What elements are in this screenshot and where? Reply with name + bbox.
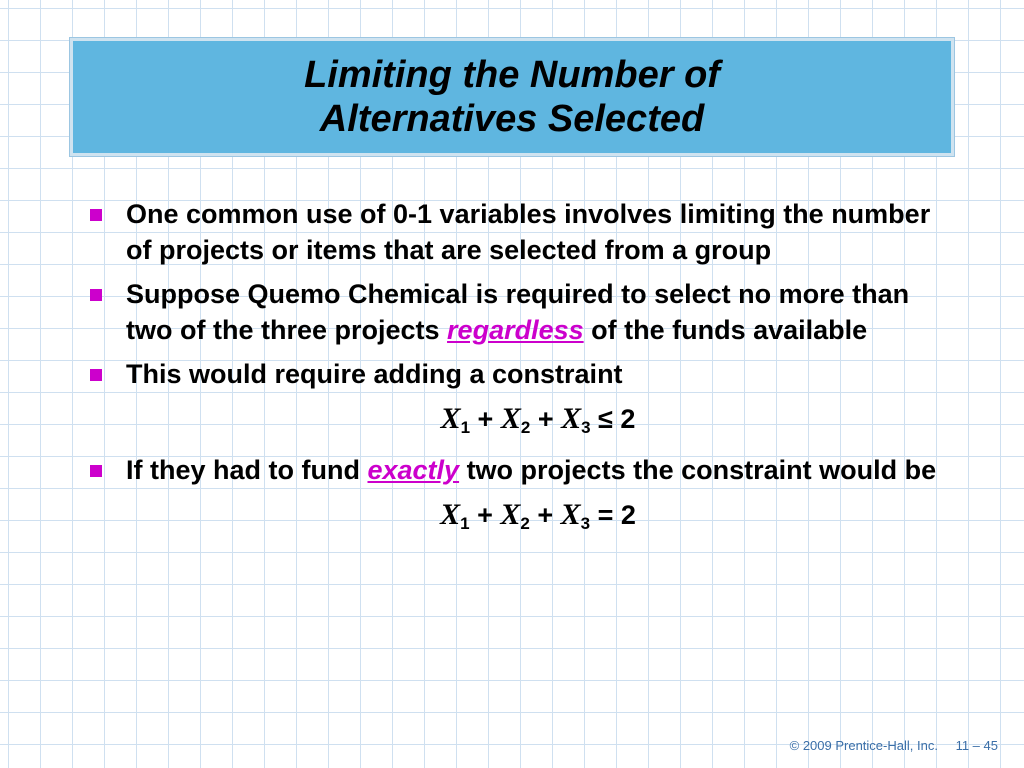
bullet-item [88, 356, 948, 392]
relation-rhs: = 2 [590, 500, 636, 530]
slide-title-line-2: Alternatives Selected [319, 98, 705, 140]
variable-x2: X [500, 498, 521, 531]
bullet-text: If they had to fund [126, 455, 368, 485]
square-bullet-icon [90, 289, 102, 301]
page-number: 11 – 45 [955, 738, 998, 753]
slide-title-line-1: Limiting the Number of [304, 54, 720, 96]
bullet-item [88, 196, 948, 268]
slide-content [88, 196, 948, 548]
subscript: 2 [520, 418, 531, 437]
bullet-item [88, 452, 948, 488]
copyright-text: © 2009 Prentice-Hall, Inc. [789, 738, 938, 753]
relation-rhs: ≤ 2 [590, 404, 636, 434]
plus-sign: + [469, 500, 501, 530]
constraint-equation [88, 496, 948, 538]
square-bullet-icon [90, 465, 102, 477]
subscript: 1 [460, 418, 471, 437]
slide-title-box [70, 38, 954, 156]
variable-x1: X [440, 402, 461, 435]
square-bullet-icon [90, 369, 102, 381]
emphasis-text: regardless [447, 315, 584, 345]
bullet-text: two projects the constraint would be [459, 455, 937, 485]
bullet-item [88, 276, 948, 348]
variable-x1: X [440, 498, 461, 531]
slide-footer [776, 738, 998, 753]
subscript: 2 [520, 514, 530, 533]
bullet-text: One common use of 0-1 variables involves limiting the number of projects or items that are selected from a group [126, 199, 931, 265]
plus-sign: + [530, 404, 562, 434]
plus-sign: + [470, 404, 501, 434]
bullet-text: This would require adding a constraint [126, 359, 623, 389]
bullet-text: of the funds available [583, 315, 868, 345]
subscript: 3 [580, 514, 591, 533]
bullet-text: Suppose Quemo Chemical is required to select no more than two of the three projects [126, 279, 910, 345]
variable-x2: X [500, 402, 521, 435]
plus-sign: + [529, 500, 561, 530]
variable-x3: X [560, 498, 581, 531]
emphasis-text: exactly [367, 455, 460, 485]
variable-x3: X [561, 402, 582, 435]
square-bullet-icon [90, 209, 102, 221]
constraint-equation [88, 400, 948, 442]
subscript: 3 [581, 418, 591, 437]
subscript: 1 [460, 514, 470, 533]
